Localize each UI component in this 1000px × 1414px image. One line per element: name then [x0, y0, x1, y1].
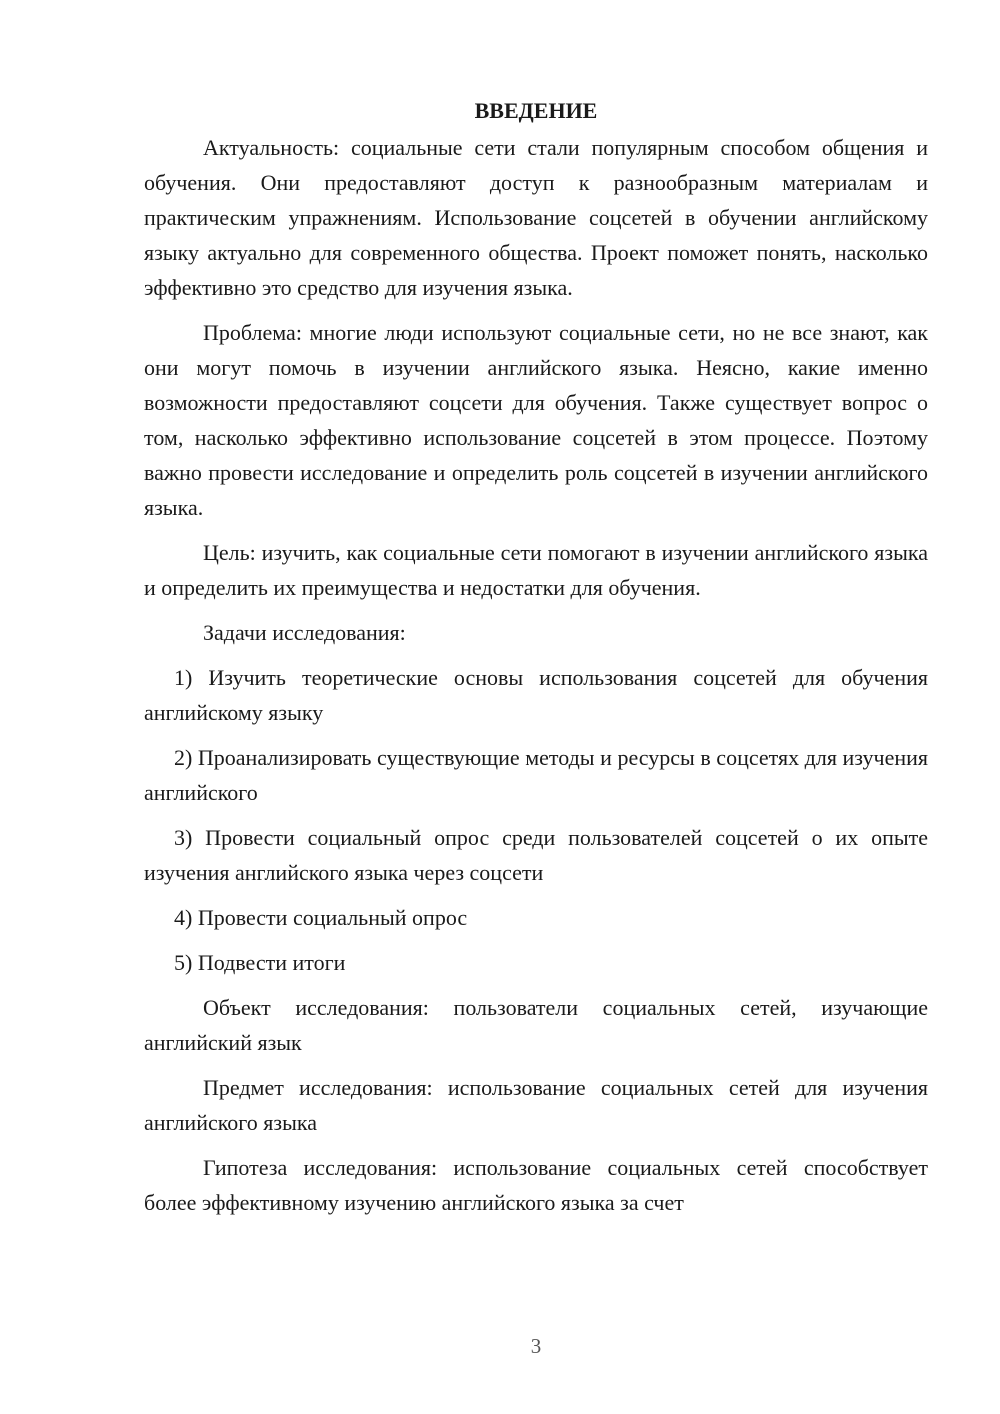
document-page [144, 93, 928, 1230]
paragraph-subject: Предмет исследования: использование социальных сетей для изучения английского языка [144, 1075, 928, 1135]
paragraph-goal: Цель: изучить, как социальные сети помогают в изучении английского языка и определить их преимущества и недостатки для обучения. [144, 540, 928, 600]
section-title: ВВЕДЕНИЕ [474, 98, 598, 123]
paragraph-problem: Проблема: многие люди используют социальные сети, но не все знают, как они могут помочь в изучении английского языка. Неясно, какие именно возможности предоставляют соцсети для обучения. Также существует вопрос о том, насколько эффективно использование соцсетей в этом процессе. Поэтому важно провести исследование и определить роль соцсетей в изучении английского языка. [144, 320, 928, 520]
task-item-2: 2) Проанализировать существующие методы и ресурсы в соцсетях для изучения английского [144, 745, 928, 805]
paragraph-tasks-heading: Задачи исследования: [203, 620, 406, 645]
paragraph-hypothesis: Гипотеза исследования: использование социальных сетей способствует более эффективному изучению английского языка за счет [144, 1155, 928, 1215]
paragraph-object: Объект исследования: пользователи социальных сетей, изучающие английский язык [144, 995, 928, 1055]
task-item-1: 1) Изучить теоретические основы использования соцсетей для обучения английскому языку [144, 665, 928, 725]
task-item-3: 3) Провести социальный опрос среди пользователей соцсетей о их опыте изучения английского языка через соцсети [144, 825, 928, 885]
page-number: 3 [530, 1334, 542, 1358]
task-item-4: 4) Провести социальный опрос [174, 905, 468, 930]
paragraph-relevance: Актуальность: социальные сети стали популярным способом общения и обучения. Они предоставляют доступ к разнообразным материалам и практическим упражнениям. Использование соцсетей в обучении английскому языку актуально для современного общества. Проект поможет понять, насколько эффективно это средство для изучения языка. [144, 135, 928, 300]
task-item-5: 5) Подвести итоги [174, 950, 346, 975]
